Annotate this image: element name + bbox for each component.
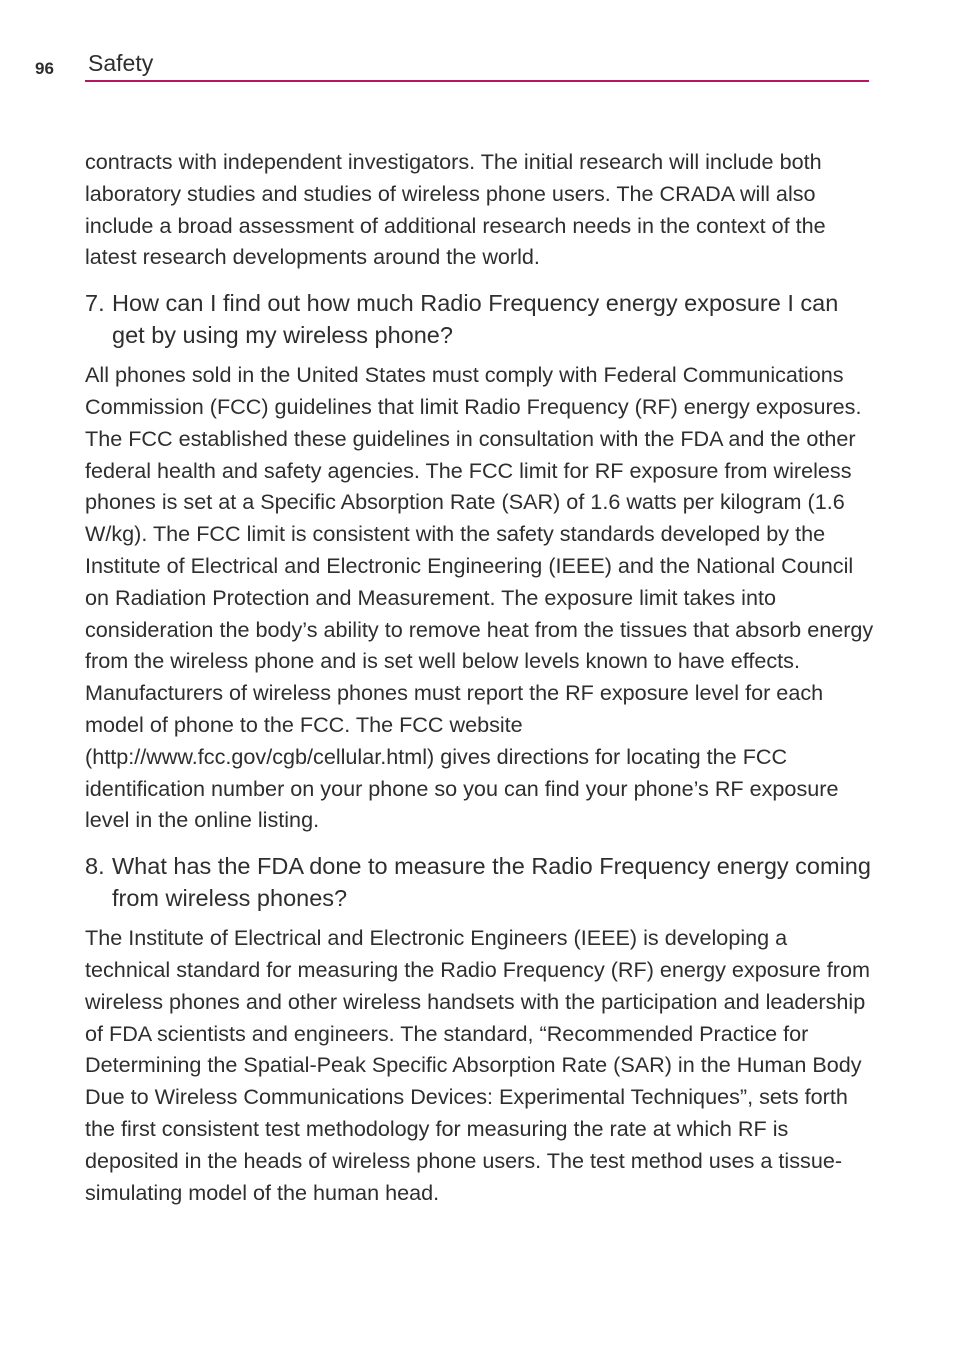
header-divider [85, 80, 869, 82]
question-heading-7 [85, 287, 875, 351]
page-number: 96 [35, 59, 54, 78]
intro-paragraph: contracts with independent investigators. The initial research will include both laboratory studies and studies of wireless phone users. The CRADA will also include a broad assessment of additional research needs in the context of the latest research developments around the world. [85, 149, 826, 270]
section-title: Safety [88, 50, 154, 76]
question-text: How can I find out how much Radio Frequency energy exposure I can get by using my wireless phone? [112, 290, 839, 349]
page-body [85, 146, 875, 1208]
question-number: 8. [85, 853, 105, 880]
answer-paragraph-7: All phones sold in the United States must comply with Federal Communications Commission (FCC) guidelines that limit Radio Frequency (RF) energy exposures. The FCC established these guidelines in consultation with the FDA and the other federal health and safety agencies. The FCC limit for RF exposure from wireless phones is set at a Specific Absorption Rate (SAR) of 1.6 watts per kilogram (1.6 W/kg). The FCC limit is consistent with the safety standards developed by the Institute of Electrical and Electronic Engineering (IEEE) and the National Council on Radiation Protection and Measurement. The exposure limit takes into consideration the body’s ability to remove heat from the tissues that absorb energy from the wireless phone and is set well below levels known to have effects. Manufacturers of wireless phones must report the RF exposure level for each model of phone to the FCC. The FCC website (http://www.fcc.gov/cgb/cellular.html) gives directions for locating the FCC identification number on your phone so you can find your phone’s RF exposure level in the online listing. [85, 362, 874, 833]
question-heading-8 [85, 850, 875, 914]
question-number: 7. [85, 290, 105, 317]
answer-paragraph-8: The Institute of Electrical and Electronic Engineers (IEEE) is developing a technical standard for measuring the Radio Frequency (RF) energy exposure from wireless phones and other wireless handsets with the participation and leadership of FDA scientists and engineers. The standard, “Recommended Practice for Determining the Spatial-Peak Specific Absorption Rate (SAR) in the Human Body Due to Wireless Communications Devices: Experimental Techniques”, sets forth the first consistent test methodology for measuring the rate at which RF is deposited in the heads of wireless phone users. The test method uses a tissue-simulating model of the human head. [85, 925, 870, 1205]
question-text: What has the FDA done to measure the Radio Frequency energy coming from wireless phones? [112, 853, 871, 912]
page-header [0, 0, 954, 90]
